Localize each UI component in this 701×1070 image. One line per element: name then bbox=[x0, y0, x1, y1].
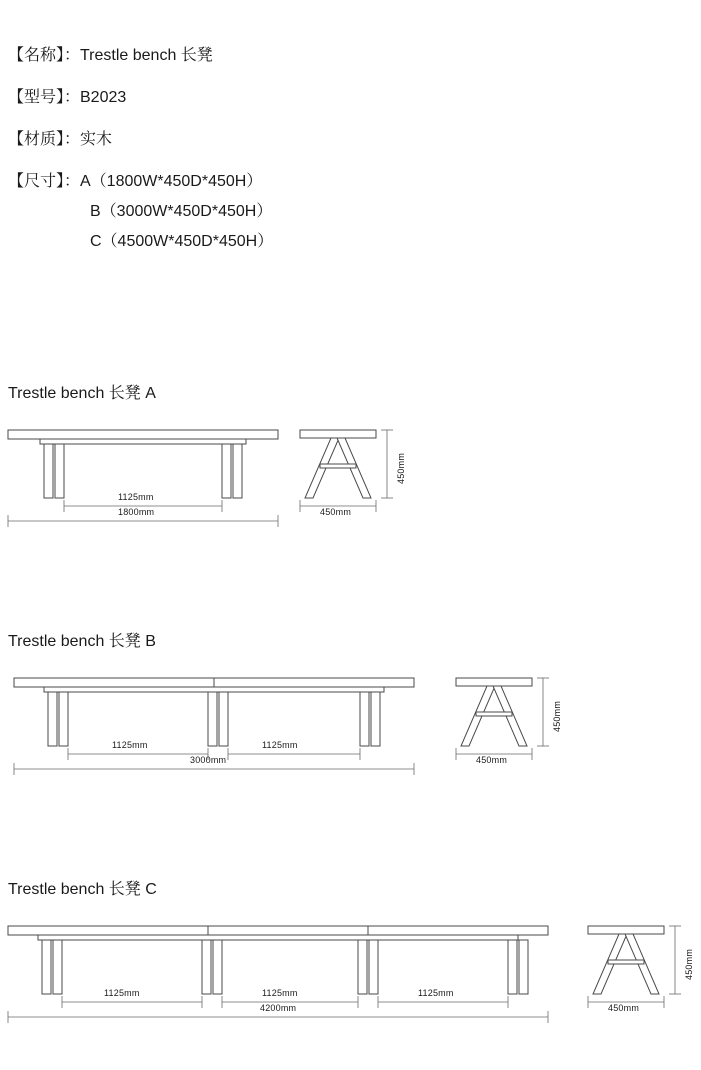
dim-segment-a-1: 1125mm bbox=[118, 492, 154, 502]
dim-total-c: 4200mm bbox=[260, 1003, 297, 1013]
drawing-bench-c-front bbox=[0, 916, 570, 1036]
spec-size-line-a: 【尺寸】：A（1800W*450D*450H） bbox=[8, 173, 263, 190]
drawing-bench-c-side bbox=[580, 916, 700, 1036]
dim-height-b: 450mm bbox=[552, 700, 562, 732]
spec-model-line: 【型号】：B2023 bbox=[8, 89, 127, 106]
spec-name-line: 【名称】：Trestle bench 长凳 bbox=[8, 47, 213, 64]
dim-width-c: 450mm bbox=[608, 1003, 640, 1013]
dim-height-a: 450mm bbox=[396, 452, 406, 484]
dim-total-a: 1800mm bbox=[118, 507, 155, 517]
section-title-a: Trestle bench 长凳 A bbox=[8, 385, 156, 402]
section-title-b: Trestle bench 长凳 B bbox=[8, 633, 156, 650]
spec-size-line-b: B（3000W*450D*450H） bbox=[90, 203, 273, 220]
dim-segment-c-3: 1125mm bbox=[418, 988, 454, 998]
dim-segment-c-2: 1125mm bbox=[262, 988, 298, 998]
product-spec-block bbox=[8, 48, 648, 264]
spec-size-line-c: C（4500W*450D*450H） bbox=[90, 233, 274, 250]
dim-width-a: 450mm bbox=[320, 507, 352, 517]
drawing-bench-b-front bbox=[0, 668, 440, 788]
dim-segment-b-2: 1125mm bbox=[262, 740, 298, 750]
dim-segment-b-1: 1125mm bbox=[112, 740, 148, 750]
dim-segment-c-1: 1125mm bbox=[104, 988, 140, 998]
dim-width-b: 450mm bbox=[476, 755, 508, 765]
section-title-c: Trestle bench 长凳 C bbox=[8, 881, 157, 898]
spec-material-line: 【材质】：实木 bbox=[8, 131, 113, 148]
dim-height-c: 450mm bbox=[684, 948, 694, 980]
drawing-bench-b-side bbox=[448, 668, 578, 788]
drawing-bench-a-side bbox=[295, 420, 425, 540]
dim-total-b: 3000mm bbox=[190, 755, 227, 765]
